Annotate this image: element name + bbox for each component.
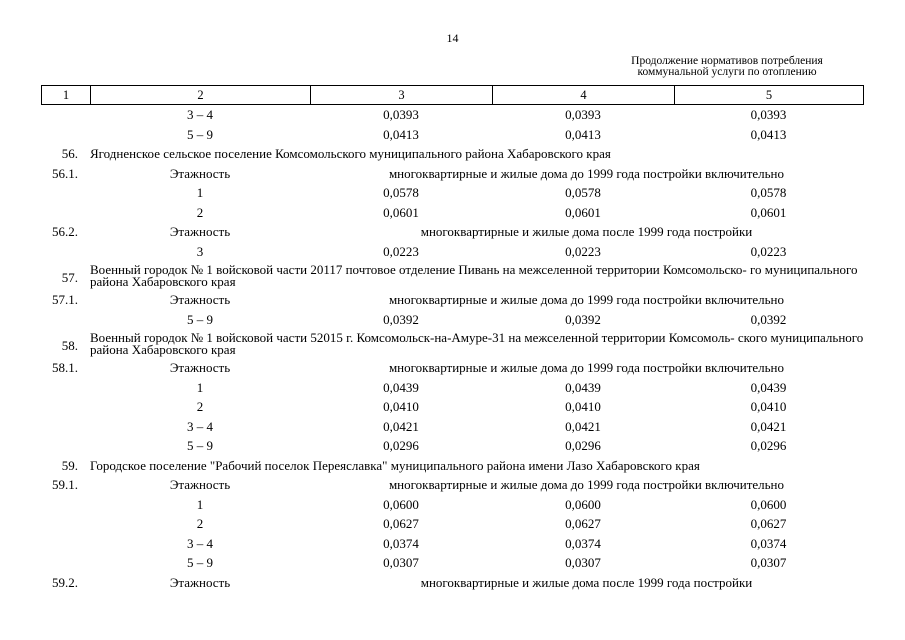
norm-value-cell: 0,0296 <box>565 438 601 453</box>
data-row <box>0 379 905 399</box>
column-header-2: 2 <box>91 86 311 105</box>
norm-value-cell: 0,0413 <box>750 126 787 142</box>
subsection-label: Этажность <box>169 165 231 181</box>
data-row <box>0 398 905 418</box>
floors-cell: 2 <box>196 204 204 220</box>
page-number: 14 <box>446 31 459 45</box>
norm-value-cell: 0,0439 <box>565 379 601 395</box>
data-row <box>0 204 905 224</box>
column-header-row <box>42 86 864 105</box>
subsection-number: 58.1. <box>52 360 78 375</box>
floors-cell: 2 <box>196 399 204 414</box>
data-row <box>0 311 905 331</box>
building-category-description: многоквартирные и жилые дома после 1999 года постройки <box>420 224 753 239</box>
section-row <box>0 262 905 291</box>
subsection-row <box>0 223 905 243</box>
norm-value-cell: 0,0307 <box>750 555 787 570</box>
section-number: 59. <box>61 457 78 473</box>
norm-value-cell: 0,0421 <box>383 418 419 434</box>
subsection-number: 56.2. <box>52 224 78 239</box>
column-header-5: 5 <box>675 86 864 105</box>
floors-cell: 1 <box>196 496 204 512</box>
norm-value-cell: 0,0600 <box>750 496 787 512</box>
norms-table-body <box>0 106 905 593</box>
norm-value-cell: 0,0439 <box>750 379 787 395</box>
norm-value-cell: 0,0578 <box>383 185 419 200</box>
norm-value-cell: 0,0392 <box>565 311 601 327</box>
section-row <box>0 145 905 165</box>
section-row <box>0 330 905 359</box>
data-row <box>0 243 905 263</box>
data-row <box>0 184 905 204</box>
data-row <box>0 437 905 457</box>
floors-cell: 5 – 9 <box>187 311 213 327</box>
norm-value-cell: 0,0421 <box>565 418 601 434</box>
data-row <box>0 496 905 516</box>
section-number: 56. <box>61 146 78 161</box>
data-row <box>0 515 905 535</box>
subsection-number: 56.1. <box>52 165 78 181</box>
floors-cell: 5 – 9 <box>187 126 213 142</box>
subsection-number: 59.2. <box>52 574 78 590</box>
norm-value-cell: 0,0374 <box>565 535 601 551</box>
norm-value-cell: 0,0392 <box>750 311 787 327</box>
norm-value-cell: 0,0600 <box>565 496 601 512</box>
floors-cell: 1 <box>196 379 204 395</box>
subsection-number: 57.1. <box>52 292 78 307</box>
norm-value-cell: 0,0374 <box>383 535 419 551</box>
norm-value-cell: 0,0410 <box>750 399 787 414</box>
section-title: Военный городок № 1 войсковой части 52015 г. Комсомольск-на-Амуре-31 на межселенной территории Комсомоль- ского муниципального района Хабаровского края <box>90 330 864 357</box>
subsection-label: Этажность <box>169 224 231 239</box>
norm-value-cell: 0,0578 <box>750 185 787 200</box>
subsection-row <box>0 574 905 594</box>
norm-value-cell: 0,0627 <box>750 516 787 531</box>
column-header-3: 3 <box>311 86 493 105</box>
floors-cell: 3 – 4 <box>187 418 213 434</box>
building-category-description: многоквартирные и жилые дома до 1999 года постройки включительно <box>388 477 785 492</box>
section-row <box>0 457 905 477</box>
norm-value-cell: 0,0601 <box>383 204 419 220</box>
norm-value-cell: 0,0410 <box>565 399 601 414</box>
norm-value-cell: 0,0439 <box>383 379 419 395</box>
section-title: Городское поселение "Рабочий поселок Переяславка" муниципального района имени Лазо Хабаровского края <box>90 457 700 473</box>
norm-value-cell: 0,0601 <box>750 204 787 220</box>
norm-value-cell: 0,0296 <box>750 438 787 453</box>
subsection-row <box>0 476 905 496</box>
subsection-label: Этажность <box>169 574 231 590</box>
continuation-note: Продолжение нормативов потребления коммунальной услуги по отоплению <box>631 55 823 78</box>
norm-value-cell: 0,0393 <box>383 107 419 122</box>
norm-value-cell: 0,0374 <box>750 535 787 551</box>
data-row <box>0 418 905 438</box>
norm-value-cell: 0,0307 <box>383 555 419 570</box>
subsection-row <box>0 165 905 185</box>
column-header-table <box>41 85 864 105</box>
norm-value-cell: 0,0392 <box>383 311 419 327</box>
norm-value-cell: 0,0223 <box>383 243 419 259</box>
section-number: 58. <box>61 338 78 353</box>
data-row <box>0 106 905 126</box>
floors-cell: 2 <box>196 516 204 531</box>
norm-value-cell: 0,0421 <box>750 418 787 434</box>
norm-value-cell: 0,0627 <box>383 516 419 531</box>
section-number: 57. <box>61 270 78 285</box>
building-category-description: многоквартирные и жилые дома до 1999 года постройки включительно <box>388 360 785 375</box>
subsection-label: Этажность <box>169 360 231 375</box>
norm-value-cell: 0,0627 <box>565 516 601 531</box>
data-row <box>0 554 905 574</box>
subsection-number: 59.1. <box>52 477 78 492</box>
data-row <box>0 126 905 146</box>
norm-value-cell: 0,0578 <box>565 185 601 200</box>
norm-value-cell: 0,0393 <box>565 107 601 122</box>
subsection-label: Этажность <box>169 477 231 492</box>
subsection-row <box>0 359 905 379</box>
building-category-description: многоквартирные и жилые дома после 1999 года постройки <box>420 574 753 590</box>
section-title: Ягодненское сельское поселение Комсомольского муниципального района Хабаровского края <box>90 146 611 161</box>
floors-cell: 5 – 9 <box>187 438 213 453</box>
norm-value-cell: 0,0223 <box>750 243 787 259</box>
building-category-description: многоквартирные и жилые дома до 1999 года постройки включительно <box>388 165 785 181</box>
norm-value-cell: 0,0601 <box>565 204 601 220</box>
data-row <box>0 535 905 555</box>
norm-value-cell: 0,0307 <box>565 555 601 570</box>
floors-cell: 1 <box>196 185 204 200</box>
norm-value-cell: 0,0413 <box>383 126 419 142</box>
floors-cell: 3 – 4 <box>187 535 213 551</box>
norm-value-cell: 0,0413 <box>565 126 601 142</box>
subsection-label: Этажность <box>169 292 231 307</box>
norm-value-cell: 0,0223 <box>565 243 601 259</box>
norm-value-cell: 0,0410 <box>383 399 419 414</box>
norm-value-cell: 0,0600 <box>383 496 419 512</box>
section-title: Военный городок № 1 войсковой части 20117 почтовое отделение Пивань на межселенной территории Комсомольско- го муниципального района Хабаровского края <box>90 262 858 289</box>
floors-cell: 5 – 9 <box>187 555 213 570</box>
column-header-1: 1 <box>42 86 91 105</box>
norm-value-cell: 0,0393 <box>750 107 787 122</box>
column-header-4: 4 <box>493 86 675 105</box>
subsection-row <box>0 291 905 311</box>
floors-cell: 3 <box>196 243 204 259</box>
norm-value-cell: 0,0296 <box>383 438 419 453</box>
floors-cell: 3 – 4 <box>187 107 213 122</box>
building-category-description: многоквартирные и жилые дома до 1999 года постройки включительно <box>388 292 785 307</box>
